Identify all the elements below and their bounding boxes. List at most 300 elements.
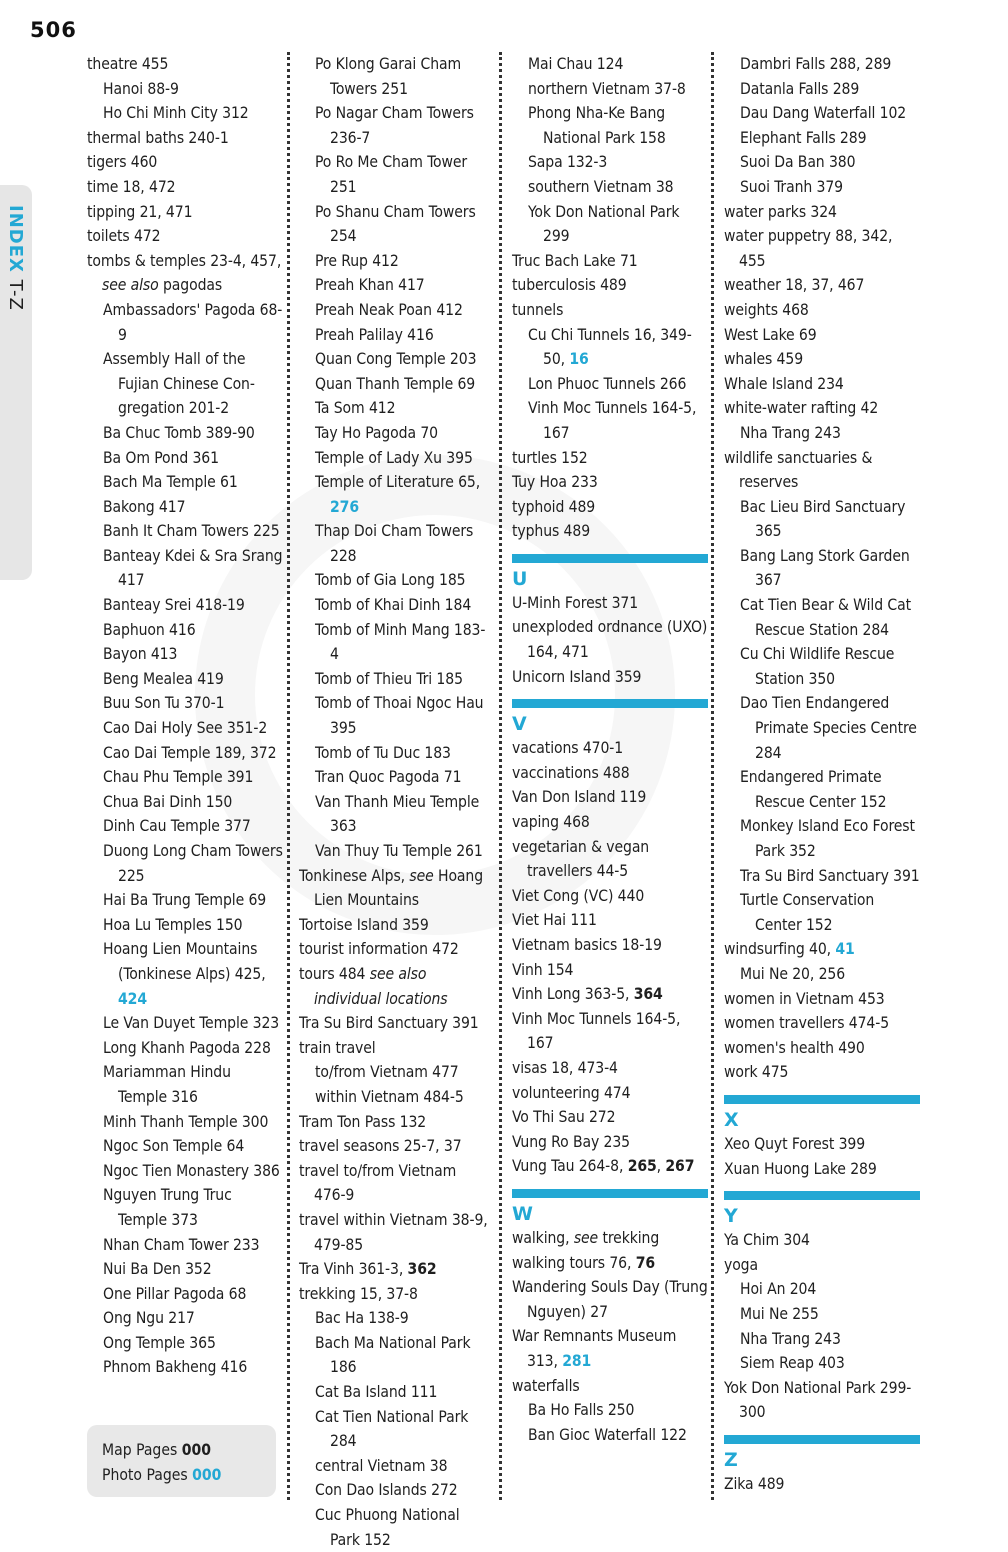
entry-text: women's health 490 — [724, 1038, 865, 1057]
entry-text: travel within Vietnam 38-9, 479-85 — [299, 1210, 488, 1254]
entry-text: Tra Su Bird Sanctuary 391 — [299, 1014, 479, 1033]
entry-text: Wandering Souls Day (Trung Nguyen) 27 — [512, 1278, 708, 1321]
index-subentry — [724, 765, 920, 814]
entry-text: Cao Dai Temple 189, 372 — [103, 743, 277, 762]
map-page-ref: 265 — [627, 1157, 657, 1176]
index-subentry — [299, 790, 489, 839]
index-subentry — [87, 1183, 283, 1232]
photo-page-ref: 41 — [835, 940, 855, 959]
index-entry — [512, 1056, 708, 1081]
cross-reference: see also individual locations — [314, 964, 448, 1008]
index-subentry — [87, 101, 283, 126]
photo-page-ref: 281 — [562, 1351, 592, 1370]
column-separator — [287, 52, 290, 1500]
index-subentry — [87, 298, 283, 347]
index-subentry — [87, 77, 283, 102]
index-subentry — [87, 1282, 283, 1307]
index-entry — [724, 372, 920, 397]
entry-text: white-water rafting 42 — [724, 399, 879, 418]
entry-text: Hoang Lien Mountains (Tonkinese Alps) 425, — [103, 940, 266, 983]
side-tab-index-label: INDEX — [5, 205, 26, 273]
index-entry — [87, 224, 283, 249]
index-subentry — [87, 913, 283, 938]
index-entry — [512, 1275, 708, 1324]
index-subentry — [87, 741, 283, 766]
index-subentry — [299, 667, 489, 692]
index-subentry — [512, 175, 708, 200]
entry-text: Preah Palilay 416 — [315, 325, 434, 344]
index-entry — [512, 958, 708, 983]
index-entry — [512, 810, 708, 835]
entry-text: Assembly Hall of the Fujian Chinese Con-gregation 201-2 — [103, 350, 255, 418]
entry-text: Cuc Phuong National Park 152 — [315, 1506, 460, 1549]
entry-text: Tay Ho Pagoda 70 — [315, 423, 438, 442]
index-entry — [512, 495, 708, 520]
entry-text: Ngoc Son Temple 64 — [103, 1137, 245, 1156]
index-subentry — [87, 593, 283, 618]
index-entry — [512, 519, 708, 544]
index-subentry — [87, 1110, 283, 1135]
index-entry — [512, 665, 708, 690]
entry-text: Tram Ton Pass 132 — [299, 1112, 427, 1131]
entry-text: weather 18, 37, 467 — [724, 276, 865, 295]
index-subentry — [299, 323, 489, 348]
entry-text: Vietnam basics 18-19 — [512, 936, 662, 954]
entry-text: Ambassadors' Pagoda 68-9 — [103, 300, 283, 344]
entry-text: U-Minh Forest 371 — [512, 593, 639, 612]
entry-text: tunnels — [512, 300, 564, 319]
entry-text: travel seasons 25-7, 37 — [299, 1137, 462, 1156]
index-entry — [299, 937, 489, 962]
legend-photo-value: 000 — [192, 1465, 222, 1484]
index-subentry — [299, 741, 489, 766]
entry-text: walking, — [512, 1228, 574, 1247]
entry-text: Viet Cong (VC) 440 — [512, 886, 645, 905]
entry-text: One Pillar Pagoda 68 — [103, 1284, 247, 1303]
index-entry — [724, 323, 920, 348]
index-entry — [724, 224, 920, 273]
index-subentry — [512, 101, 708, 150]
side-tab-range-label: T-Z — [5, 272, 26, 311]
entry-text-after: trekking — [598, 1228, 660, 1247]
index-subentry — [512, 396, 708, 445]
index-entry — [512, 249, 708, 274]
entry-text: tours 484 — [299, 964, 370, 983]
entry-text: Duong Long Cham Towers 225 — [103, 842, 283, 885]
entry-text: Van Thanh Mieu Temple 363 — [315, 792, 480, 836]
entry-text: windsurfing 40, — [724, 940, 836, 959]
entry-text: Elephant Falls 289 — [740, 128, 867, 147]
entry-text: Dambri Falls 288, 289 — [740, 55, 892, 73]
entry-text: Zika 489 — [724, 1474, 785, 1493]
index-subentry — [724, 101, 920, 126]
entry-text: Le Van Duyet Temple 323 — [103, 1014, 280, 1033]
entry-text: thermal baths 240-1 — [87, 128, 229, 147]
entry-text: Buu Son Tu 370-1 — [103, 694, 225, 713]
entry-text: Po Klong Garai Cham Towers 251 — [315, 55, 462, 98]
index-entry — [512, 273, 708, 298]
index-subentry — [724, 814, 920, 863]
entry-text: Unicorn Island 359 — [512, 667, 642, 686]
entry-text: work 475 — [724, 1063, 789, 1082]
entry-text: Datanla Falls 289 — [740, 79, 860, 98]
entry-text: Ya Chim 304 — [724, 1231, 810, 1250]
index-subentry — [299, 1454, 489, 1479]
index-subentry — [512, 1398, 708, 1423]
index-entry — [512, 736, 708, 761]
entry-text: Ban Gioc Waterfall 122 — [528, 1425, 687, 1444]
entry-text: Phong Nha-Ke Bang National Park 158 — [528, 104, 666, 147]
entry-text: tigers 460 — [87, 153, 158, 172]
index-entry — [299, 1282, 489, 1307]
index-subentry — [299, 1060, 489, 1085]
index-entry — [299, 913, 489, 938]
entry-text: Hanoi 88-9 — [103, 79, 179, 98]
index-subentry — [87, 642, 283, 667]
index-subentry — [87, 446, 283, 471]
index-entry — [512, 908, 708, 933]
index-subentry — [299, 691, 489, 740]
entry-text: Whale Island 234 — [724, 374, 844, 393]
entry-text: visas 18, 473-4 — [512, 1058, 618, 1077]
entry-text: War Remnants Museum 313, — [512, 1327, 677, 1370]
entry-text: Banh It Cham Towers 225 — [103, 522, 280, 541]
entry-text: Tomb of Gia Long 185 — [315, 571, 466, 590]
entry-text: Po Nagar Cham Towers 236-7 — [315, 104, 474, 147]
entry-text: Tomb of Thoai Ngoc Hau 395 — [315, 694, 484, 738]
entry-text: Bach Ma Temple 61 — [103, 473, 238, 492]
index-entry — [512, 1251, 708, 1276]
index-subentry — [299, 839, 489, 864]
entry-text: Lon Phuoc Tunnels 266 — [528, 374, 687, 393]
page-legend — [87, 1425, 276, 1497]
index-subentry — [299, 446, 489, 471]
entry-text: Hoi An 204 — [740, 1280, 817, 1299]
entry-text: time 18, 472 — [87, 177, 176, 196]
index-subentry — [87, 1134, 283, 1159]
index-subentry — [724, 864, 920, 889]
index-entry — [724, 987, 920, 1012]
index-entry — [512, 785, 708, 810]
entry-text: Ba Om Pond 361 — [103, 448, 219, 467]
entry-text: Dau Dang Waterfall 102 — [740, 104, 907, 123]
entry-text: water parks 324 — [724, 202, 837, 221]
entry-text: vaccinations 488 — [512, 763, 630, 782]
index-subentry — [724, 888, 920, 937]
entry-text: Vo Thi Sau 272 — [512, 1108, 616, 1127]
index-entry — [724, 1157, 920, 1182]
index-subentry — [724, 150, 920, 175]
index-subentry — [299, 618, 489, 667]
index-subentry — [724, 642, 920, 691]
index-subentry — [299, 470, 489, 519]
index-entry — [87, 126, 283, 151]
index-entry — [724, 1472, 920, 1497]
index-subentry — [299, 1405, 489, 1454]
entry-text: within Vietnam 484-5 — [315, 1087, 464, 1106]
index-column-3 — [512, 52, 708, 1447]
index-entry — [724, 347, 920, 372]
map-page-ref: 364 — [633, 985, 663, 1004]
index-entry — [724, 1376, 920, 1425]
index-entry — [299, 962, 489, 1011]
entry-text: Xuan Huong Lake 289 — [724, 1159, 877, 1178]
entry-text: Tra Su Bird Sanctuary 391 — [740, 866, 920, 885]
entry-text: Truc Bach Lake 71 — [512, 251, 638, 270]
index-subentry — [724, 1277, 920, 1302]
index-entry — [512, 298, 708, 323]
entry-text: southern Vietnam 38 — [528, 177, 674, 196]
index-entry — [512, 615, 708, 664]
index-subentry — [299, 396, 489, 421]
index-subentry — [299, 1085, 489, 1110]
entry-text: Chau Phu Temple 391 — [103, 768, 254, 787]
entry-text: tuberculosis 489 — [512, 276, 627, 295]
entry-text: Beng Mealea 419 — [103, 669, 224, 688]
index-entry — [724, 1011, 920, 1036]
index-subentry — [87, 1011, 283, 1036]
index-column-1 — [87, 52, 283, 1380]
map-page-ref: 76 — [635, 1253, 656, 1272]
index-entry — [299, 1159, 489, 1208]
index-subentry — [299, 298, 489, 323]
index-entry — [512, 761, 708, 786]
entry-text: Preah Neak Poan 412 — [315, 300, 463, 319]
index-entry — [512, 1081, 708, 1106]
entry-text: whales 459 — [724, 350, 804, 369]
entry-text: Vung Ro Bay 235 — [512, 1132, 631, 1151]
index-subentry — [87, 421, 283, 446]
index-subentry — [87, 1060, 283, 1109]
entry-text: volunteering 474 — [512, 1083, 631, 1102]
entry-text: toilets 472 — [87, 227, 161, 246]
entry-text: Cat Tien National Park 284 — [315, 1407, 469, 1451]
index-subentry — [87, 888, 283, 913]
index-subentry — [512, 52, 708, 77]
index-entry — [724, 396, 920, 421]
index-entry — [87, 52, 283, 77]
index-entry — [512, 1007, 708, 1056]
index-column-4 — [724, 52, 920, 1496]
index-subentry — [299, 593, 489, 618]
entry-text: water puppetry 88, 342, 455 — [724, 227, 893, 270]
section-heading-v: V — [512, 699, 708, 736]
entry-text: Nguyen Trung Truc Temple 373 — [103, 1186, 232, 1229]
entry-text: Pre Rup 412 — [315, 251, 399, 270]
entry-text: trekking 15, 37-8 — [299, 1284, 418, 1303]
entry-text: women travellers 474-5 — [724, 1014, 890, 1033]
index-entry — [724, 1132, 920, 1157]
entry-text: West Lake 69 — [724, 325, 817, 344]
entry-text: Cu Chi Tunnels 16, 349-50, — [528, 325, 692, 369]
index-entry — [299, 864, 489, 913]
index-subentry — [87, 618, 283, 643]
entry-text: Ho Chi Minh City 312 — [103, 104, 249, 123]
entry-text: Tonkinese Alps, — [299, 866, 410, 885]
index-subentry — [87, 1355, 283, 1380]
entry-text: Monkey Island Eco Forest Park 352 — [740, 817, 915, 860]
entry-text: Long Khanh Pagoda 228 — [103, 1038, 271, 1057]
index-subentry — [299, 249, 489, 274]
entry-text: Baphuon 416 — [103, 620, 196, 639]
index-entry — [87, 175, 283, 200]
photo-page-ref: 424 — [118, 989, 147, 1008]
entry-text: Viet Hai 111 — [512, 911, 597, 930]
entry-text: Bac Ha 138-9 — [315, 1309, 409, 1328]
index-entry — [512, 1226, 708, 1251]
entry-text: Ba Chuc Tomb 389-90 — [103, 423, 255, 442]
entry-text: Con Dao Islands 272 — [315, 1481, 458, 1500]
index-entry — [512, 884, 708, 909]
entry-text: Tomb of Minh Mang 183-4 — [315, 620, 486, 664]
index-subentry — [299, 200, 489, 249]
entry-text: tombs & temples 23-4, 457, — [87, 251, 282, 270]
entry-text-after: Hoang Lien Mountains — [314, 866, 484, 910]
legend-photo-label: Photo Pages — [102, 1465, 193, 1484]
index-entry — [87, 249, 283, 298]
entry-text: women in Vietnam 453 — [724, 989, 885, 1008]
index-entry — [512, 1154, 708, 1179]
entry-text: Tran Quoc Pagoda 71 — [315, 768, 462, 787]
index-subentry — [724, 52, 920, 77]
index-subentry — [299, 52, 489, 101]
index-subentry — [724, 126, 920, 151]
index-subentry — [299, 1306, 489, 1331]
index-subentry — [87, 765, 283, 790]
index-subentry — [724, 77, 920, 102]
entry-text: Ong Ngu 217 — [103, 1309, 195, 1328]
entry-text: yoga — [724, 1255, 758, 1274]
entry-text: theatre 455 — [87, 55, 169, 73]
section-heading-w: W — [512, 1189, 708, 1226]
index-subentry — [512, 77, 708, 102]
index-entry — [299, 1208, 489, 1257]
index-subentry — [724, 495, 920, 544]
legend-map-label: Map Pages — [102, 1441, 182, 1459]
index-subentry — [299, 1478, 489, 1503]
index-subentry — [87, 495, 283, 520]
index-entry — [299, 1257, 489, 1282]
index-subentry — [512, 372, 708, 397]
index-entry — [512, 1105, 708, 1130]
index-subentry — [87, 544, 283, 593]
entry-text: Tomb of Tu Duc 183 — [315, 743, 451, 762]
index-subentry — [87, 470, 283, 495]
entry-text: vegetarian & vegan travellers 44-5 — [512, 837, 650, 881]
index-subentry — [512, 1423, 708, 1448]
photo-page-ref: 16 — [569, 350, 589, 369]
entry-text: Cao Dai Holy See 351-2 — [103, 719, 268, 738]
photo-page-ref: 276 — [330, 497, 359, 516]
index-subentry — [724, 544, 920, 593]
index-subentry — [87, 1159, 283, 1184]
entry-text: Dinh Cau Temple 377 — [103, 817, 251, 836]
index-subentry — [724, 1302, 920, 1327]
entry-text: Siem Reap 403 — [740, 1354, 845, 1373]
entry-text: tourist information 472 — [299, 940, 459, 959]
entry-text: typhoid 489 — [512, 497, 596, 516]
entry-text: Thap Doi Cham Towers 228 — [315, 522, 474, 565]
entry-text: Banteay Kdei & Sra Srang 417 — [103, 546, 283, 590]
entry-text: central Vietnam 38 — [315, 1456, 448, 1475]
index-entry — [724, 1228, 920, 1253]
index-subentry — [87, 790, 283, 815]
entry-text: Cat Tien Bear & Wild Cat Rescue Station 284 — [740, 596, 911, 639]
entry-text: Van Thuy Tu Temple 261 — [315, 842, 483, 860]
legend-map-pages — [102, 1438, 276, 1463]
index-subentry — [299, 1380, 489, 1405]
index-subentry — [299, 1503, 489, 1552]
index-entry — [512, 933, 708, 958]
index-subentry — [87, 716, 283, 741]
index-subentry — [87, 1331, 283, 1356]
entry-text: Tomb of Khai Dinh 184 — [315, 596, 472, 615]
entry-text: Cu Chi Wildlife Rescue Station 350 — [740, 645, 895, 688]
index-subentry — [87, 1036, 283, 1061]
entry-text: travel to/from Vietnam 476-9 — [299, 1161, 457, 1205]
entry-text: Bac Lieu Bird Sanctuary 365 — [740, 497, 906, 541]
index-subentry — [87, 1257, 283, 1282]
index-entry — [724, 1060, 920, 1085]
entry-text: Tra Vinh 361-3, — [299, 1260, 408, 1279]
index-subentry — [724, 593, 920, 642]
map-page-ref: 267 — [665, 1157, 695, 1176]
entry-text: Hai Ba Trung Temple 69 — [103, 891, 267, 910]
index-subentry — [299, 372, 489, 397]
index-subentry — [87, 347, 283, 421]
column-separator — [711, 52, 714, 1500]
entry-text: Quan Cong Temple 203 — [315, 350, 477, 369]
entry-text: Bang Lang Stork Garden 367 — [740, 546, 910, 590]
index-entry — [299, 1110, 489, 1135]
index-subentry — [87, 1306, 283, 1331]
entry-text: Vinh Long 363-5, — [512, 985, 634, 1004]
entry-text: Xeo Quyt Forest 399 — [724, 1134, 866, 1153]
entry-text: to/from Vietnam 477 — [315, 1063, 459, 1082]
entry-text: weights 468 — [724, 300, 809, 319]
entry-text: Yok Don National Park 299 — [528, 202, 680, 246]
entry-text: Quan Thanh Temple 69 — [315, 374, 476, 393]
index-subentry — [724, 1351, 920, 1376]
entry-text: Preah Khan 417 — [315, 276, 425, 295]
index-subentry — [724, 1327, 920, 1352]
index-entry — [512, 982, 708, 1007]
index-subentry — [87, 519, 283, 544]
cross-reference: see also — [102, 276, 159, 295]
entry-text: wildlife sanctuaries & reserves — [724, 448, 873, 492]
entry-text: walking tours 76, — [512, 1253, 636, 1272]
entry-text: Nui Ba Den 352 — [103, 1260, 212, 1279]
entry-text: Suoi Tranh 379 — [740, 177, 843, 196]
entry-text: Vinh Moc Tunnels 164-5, 167 — [512, 1009, 681, 1053]
index-subentry — [299, 101, 489, 150]
entry-text: Mui Ne 20, 256 — [740, 964, 846, 983]
index-subentry — [512, 200, 708, 249]
index-subentry — [299, 273, 489, 298]
cross-reference: see — [573, 1228, 599, 1247]
index-entry — [512, 1130, 708, 1155]
legend-photo-pages — [102, 1463, 276, 1488]
section-heading-x: X — [724, 1095, 920, 1132]
entry-text: Sapa 132-3 — [528, 153, 608, 172]
entry-text: Hoa Lu Temples 150 — [103, 915, 243, 934]
entry-text: Minh Thanh Temple 300 — [103, 1112, 269, 1131]
entry-text: Vung Tau 264-8, — [512, 1157, 628, 1176]
entry-text: Bakong 417 — [103, 497, 186, 516]
index-entry — [512, 446, 708, 471]
index-entry — [724, 200, 920, 225]
entry-text: Temple of Lady Xu 395 — [315, 448, 473, 467]
